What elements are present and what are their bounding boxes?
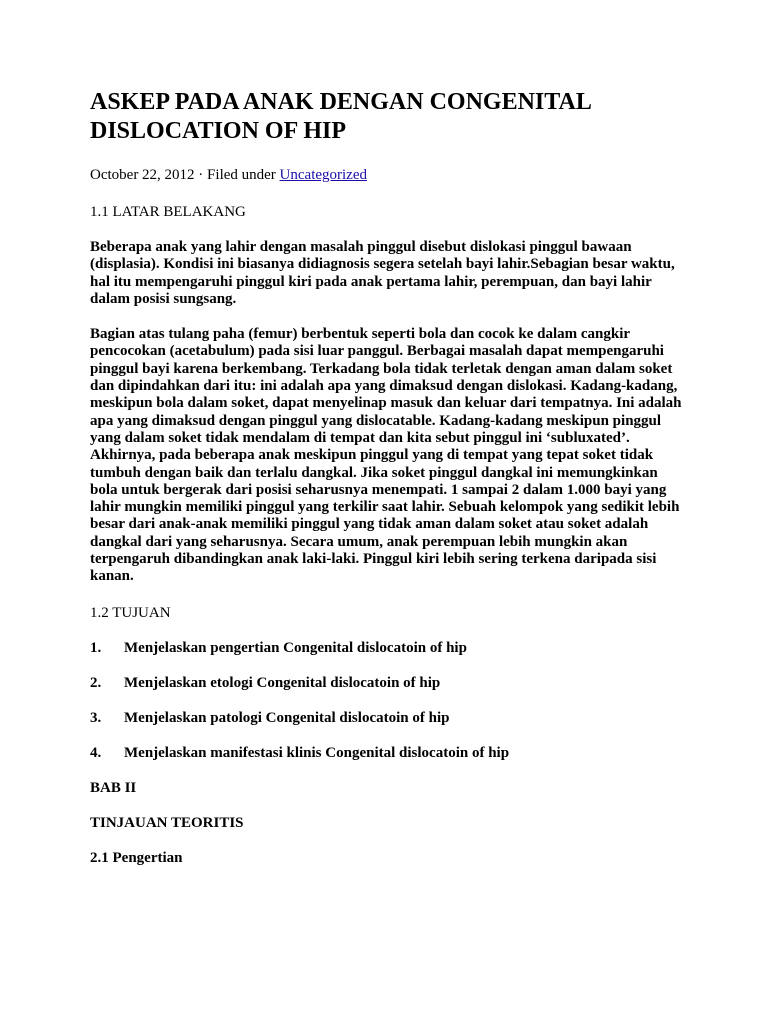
chapter-title: TINJAUAN TEORITIS	[90, 814, 244, 831]
post-meta	[90, 166, 682, 184]
section-heading-pengertian: 2.1 Pengertian	[90, 849, 183, 866]
post-date: October 22, 2012 · Filed under	[90, 167, 280, 183]
section-heading-latar-belakang: 1.1 LATAR BELAKANG	[90, 204, 246, 220]
list-text: Menjelaskan pengertian Congenital dislocatoin of hip	[124, 639, 467, 656]
paragraph-intro: Beberapa anak yang lahir dengan masalah pinggul disebut dislokasi pinggul bawaan (displasia). Kondisi ini biasanya didiagnosis segera setelah bayi lahir.Sebagian besar waktu, hal itu mempengaruhi pinggul kiri pada anak pertama lahir, perempuan, dan bayi lahir dalam posisi sungsang.	[90, 239, 675, 307]
list-item	[90, 639, 682, 657]
category-link[interactable]: Uncategorized	[279, 167, 367, 183]
document-page	[90, 88, 682, 867]
list-text: Menjelaskan manifestasi klinis Congenital dislocatoin of hip	[124, 744, 510, 761]
list-item	[90, 709, 682, 727]
list-number: 4.	[90, 744, 102, 761]
chapter-label: BAB II	[90, 779, 137, 796]
list-item	[90, 674, 682, 692]
list-item	[90, 744, 682, 762]
list-number: 1.	[90, 639, 102, 656]
list-number: 3.	[90, 709, 102, 726]
document-title: ASKEP PADA ANAK DENGAN CONGENITAL DISLOCATION OF HIP	[90, 89, 591, 144]
list-number: 2.	[90, 674, 102, 691]
list-text: Menjelaskan etologi Congenital dislocatoin of hip	[124, 674, 441, 691]
list-text: Menjelaskan patologi Congenital dislocatoin of hip	[124, 709, 450, 726]
section-heading-tujuan: 1.2 TUJUAN	[90, 604, 171, 621]
paragraph-explanation: Bagian atas tulang paha (femur) berbentuk seperti bola dan cocok ke dalam cangkir pencocokan (acetabulum) pada sisi luar panggul. Berbagai masalah dapat mempengaruhi pinggul bayi karena berkembang. Terkadang bola tidak terletak dengan aman dalam soket dan dipindahkan dari itu: ini adalah apa yang dimaksud dengan dislokasi. Kadang-kadang, meskipun bola dalam soket, dapat menyelinap masuk dan keluar dari tempatnya. Ini adalah apa yang dimaksud dengan pinggul yang dislocatable. Kadang-kadang meskipun pinggul yang dalam soket tidak mendalam di tempat dan kita sebut pinggul ini ‘subluxated’. Akhirnya, pada beberapa anak meskipun pinggul yang di tempat yang tepat soket tidak tumbuh dengan baik dan terlalu dangkal. Jika soket pinggul dangkal ini memungkinkan bola untuk bergerak dari posisi seharusnya menempati. 1 sampai 2 dalam 1.000 bayi yang lahir mungkin memiliki pinggul yang terkilir saat lahir. Sebuah kelompok yang sedikit lebih besar dari anak-anak memiliki pinggul yang tidak aman dalam soket atau soket adalah dangkal dari yang seharusnya. Secara umum, anak perempuan lebih mungkin akan terpengaruh dibandingkan anak laki-laki. Pinggul kiri lebih sering terkena daripada sisi kanan.	[90, 326, 682, 585]
